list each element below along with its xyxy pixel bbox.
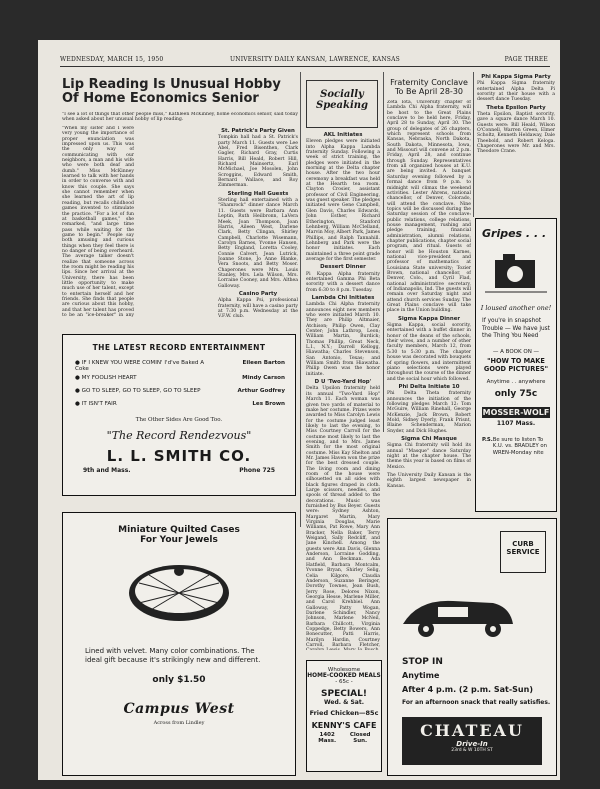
page-header [60, 56, 550, 67]
column-rule [383, 72, 384, 432]
conclave-headline-2: To Be April 28-30 [395, 87, 463, 96]
pks-heading: Phi Kappa Sigma Party [481, 74, 551, 80]
chateau-snack: For an afternoon snack that really satisfies. [402, 699, 551, 706]
record-song: ● IT ISN'T FAIR [75, 401, 117, 407]
kennys-info [311, 732, 377, 744]
record-song: ● IF I KNEW YOU WERE COMIN' I'd've Baked A Coke [75, 360, 205, 372]
newspaper-page [38, 40, 560, 780]
record-artist: Les Brown [252, 401, 285, 407]
sigma-chi-text: Sigma Chi fraternity will hold its annual "Masque" dance Saturday night at the chapter house. The theme this year is based on films of Mexico. [387, 443, 471, 470]
song-title: MY FOOLISH HEART [81, 375, 137, 381]
record-item [75, 360, 285, 375]
header-page-number: PAGE THREE [504, 56, 548, 63]
record-store-address: 9th and Mass. [83, 467, 131, 474]
campus-west-logo: Campus West [123, 701, 235, 717]
sterling-text: Sterling hall entertained with a "Shamrock" dinner dance March 11. Guests were Barbara Ann Leptin, Ruth Heilbronn, LaVera Meek, Joan Thompson, Joan Harris, Aileen West, Darlene Clark, Betty Clingan, Shirley Campbell, Charlotte Wisemann, Carolyn Barnes, Yvonne Hansen, Betty England, Loretta Cooley, Connie Calvert, Jean Lutrick, Joanne Stone, Jo Anne Blanke, Vera Snoots, and Betty Moser. Chaperones were Mrs. Louis Stanley, Mrs. Lela Wilson, Mrs. Lorraine Cooney, and Mrs. Althea Galloway. [218, 198, 298, 289]
curb-service-sign [500, 531, 546, 573]
kennys-line-3: - 65c - [335, 679, 353, 685]
record-ad [62, 334, 296, 496]
column-rule [473, 72, 474, 217]
society-notes-column [218, 126, 298, 326]
dessert-text: Pi Kappa Alpha fraternity entertained Gamma Phi Beta sorority with a dessert dance from 6:30 to 8 p.m. Tuesday. [306, 271, 380, 293]
casino-heading: Casino Party [238, 290, 278, 297]
pks-text: Phi Kappa Sigma fraternity entertained Alpha Delta Pi sorority at their house with a dessert dance Tuesday. [477, 81, 555, 103]
socially-speaking-box [306, 80, 378, 128]
record-artist: Eileen Barton [242, 360, 285, 366]
song-title: IF I KNEW YOU WERE COMIN' I'd've Baked A Coke [75, 360, 205, 372]
lipreading-headline [62, 78, 298, 106]
chateau-anytime: Anytime [402, 671, 440, 680]
kennys-line-1: Wholesome [327, 667, 361, 673]
kennys-address: 1402 Mass. [318, 732, 337, 744]
lipreading-lead: "I see a lot of things that other people miss," Kathleen McKinney, home economics senior, said today when asked about her unusual hobby of lip reading. [62, 112, 298, 123]
kennys-closed: Closed Sun. [349, 732, 371, 744]
record-store-name: L. L. SMITH CO. [106, 447, 252, 465]
quilted-price: only $1.50 [152, 675, 206, 685]
society-column [306, 130, 380, 650]
conclave-column [387, 100, 471, 510]
society-title-2: Speaking [315, 100, 369, 111]
column-rule [300, 72, 301, 527]
header-date: WEDNESDAY, MARCH 15, 1950 [60, 56, 164, 63]
campus-west-tagline: Across from Lindley [153, 720, 205, 726]
record-store-phone: Phone 725 [239, 467, 275, 474]
curb-line-1: CURB [512, 540, 534, 548]
car-illustration [398, 579, 518, 649]
headline-line: Lip Reading Is Unusual Hobby [62, 77, 281, 92]
pks-column [477, 72, 555, 212]
kennys-days: Wed. & Sat. [324, 699, 364, 706]
chateau-drivein: Drive-In [456, 740, 488, 748]
chateau-hours: After 4 p.m. (2 p.m. Sat-Sun) [402, 685, 533, 694]
akl-text: Eleven pledges were initiated into Alpha Kappa Lambda fraternity Sunday. Following a week of strict training, the pledges were initiated in the morning at the Delta chapter house. After the two hour ceremony a breakfast was held at the Hearth tea room. Clayton Crosier, assistant professor of Civil Engineering, was guest speaker. The pledges initiated were Gene Campbell, Glen Davis, Charles Edwards, John Esther, Richard Etherington, Stanford Lehnberg, William McClelland, Marvin Moy, Albert Park, James Phillips, and Ralph Tannahill. Lehnberg and Park were the honor initiates. Each maintained a three point grade average for the first semester. [306, 139, 380, 262]
record-item [75, 388, 285, 401]
conclave-headline [387, 78, 471, 96]
curb-line-2: SERVICE [506, 548, 540, 556]
ps-text: Be sure to listen To K.U. vs. BRADLEY on WREN-Monday nite [492, 436, 548, 456]
gripes-ad [475, 218, 557, 512]
song-title: IT ISN'T FAIR [81, 401, 117, 407]
gripes-line: If you're in snapshot [482, 318, 542, 324]
record-ad-title: THE LATEST RECORD ENTERTAINMENT [92, 343, 266, 352]
record-rendezvous: "The Record Rendezvous" [106, 429, 252, 442]
conclave-text: Zeta Iota, University chapter of Lambda Chi Alpha fraternity, will be host to the Great Plains conclave to be held here, Friday, April 28 to Sunday, April 30. The group of delegates of 26 chapters, which represent schools from Kansas, Nebraska, North Dakota, South Dakota, Minnesota, Iowa, and Missouri will convene at 2 p.m. Friday, April 28, and continue through Sunday. Representatives from all organized houses at K.U. are being invited. A banquet Saturday evening followed by a formal dance from 9 p.m. to midnight will climax the weekend activities. Lester Ahrens, national chancellor, of Denver, Colorado, will attend the conclave. Nine topics will be discussed during the Saturday session of the conclave: public relations, college relations, house management, rushing and pledge training, financial administration, alumni relations, chapter publications, chapter social program, and ritual. Guests of honor will be Houston Karnes, national vice-president and professor of mathematics at Louisiana State university; Tozier Brown, national chancellor, of Denver, Colo., and Cyril Flad, national administrative secretary, of Indianapolis, Ind. The guests will remain over Saturday night and attend church services Sunday. The Great Plains conclave will take place in the Union building. [387, 100, 471, 314]
book-title-line: "HOW TO MAKE [487, 356, 545, 365]
gripes-copy [482, 318, 552, 341]
header-paper-name: UNIVERSITY DAILY KANSAN, LAWRENCE, KANSAS [230, 56, 400, 63]
gripes-price: only 75c [494, 388, 538, 399]
kennys-name: KENNY'S CAFE [311, 721, 377, 730]
casino-text: Alpha Kappa Psi, professional fraternity, will have a casino party at 7:30 p.m. Wednesday at the V.F.W. club. [218, 298, 298, 320]
book-title-line: GOOD PICTURES" [483, 364, 549, 373]
mosser-wolf-logo: MOSSER-WOLF [482, 407, 550, 417]
gripes-book-title [476, 357, 556, 373]
record-song: ● GO TO SLEEP, GO TO SLEEP, GO TO SLEEP [75, 388, 201, 394]
lipreading-body-cont [138, 126, 214, 322]
quilted-title-2: For Your Jewels [140, 535, 218, 545]
gripes-anytime: Anytime . . anywhere [486, 378, 546, 385]
record-store-info [83, 467, 275, 474]
record-item [75, 401, 285, 414]
gripes-line: the Thing You Need [482, 333, 539, 339]
gripes-line: Trouble — We have just [482, 325, 550, 332]
sterling-heading: Sterling Hall Guests [227, 190, 289, 197]
mosser-wolf-address: 1107 Mass. [496, 419, 536, 427]
camera-illustration [481, 246, 551, 298]
theta-text: Theta Epsilon, Baptist sorority, gave a square dance March 10. Guests were: Bill Heald, Wilson O'Connell, Warren Green, Elmer Scholtz, Kenneth Heldaway, Dale Theebold, and Robert Keloga. Chaperones were Mr. and Mrs. Theodore Crane. [477, 112, 555, 155]
phi-delta-text: Phi Delta Theta fraternity announces the initiation of the following pledges March 12: Tom McGuire, William Rinehall, George McKenzie, Jack Brown, Robert Mold, Sidney Dyerly, Frank Prisnt, Blaine Schenderman, Marion Snyder, and Dick Hughes. [387, 391, 471, 434]
theta-heading: Theta Epsilon Party [486, 104, 546, 111]
sigma-kappa-text: Sigma Kappa, social sorority, entertained with a buffet dinner in honor of the deans of the schools, their wives, and a number of other faculty members, March 12, from 5:30 to 5:30 p.m. The chapter house was decorated with bouquets of spring flowers, and intermittent piano selections were played throughout the course of the dinner and the social hour which followed. [387, 323, 471, 382]
conclave-headline-1: Fraternity Conclave [390, 78, 468, 87]
gripes-book-tag: — A BOOK ON — [492, 348, 540, 355]
society-title-1: Socially [320, 89, 364, 100]
dessert-heading: Dessert Dinner [320, 264, 366, 271]
party-given-text: Tompkin hall had a St. Patrick's party March 11. Guests were Lee Abel, Fred Bisenthen, Clark Gagler, Richard Gray, Curtis Harris, Bill Heald, Robert Hill, Richard Mainsertz, Earl McMichael, Joe Mosolen, John Scroggins, Edward Smith, Bernard Wallace, and Roy Zimmerman. [218, 135, 298, 189]
lambda-text: Lambda Chi Alpha fraternity announces eight new members who were initiated March 10. They are Philip Altmaier, Atchison; Philip Owen, Clay Center; John Lathrop, Leon; William Martin, Burdick; Thomas Phillip, Great Neck, L.I., N.Y.; Darrell Kellogg, Hiawatha; Charles Stevenson, San Antonio, Texas; and William Smith from Hiawatha. Philip Owen was the honor initiate. [306, 302, 380, 377]
record-others: The Other Sides Are Good Too. [135, 417, 223, 423]
gripes-ps [482, 437, 552, 457]
chateau-address: 23rd & W 10TH ST [451, 748, 493, 753]
record-artist: Arthur Godfrey [237, 388, 285, 394]
quilted-body: Lined with velvet. Many color combinations. The ideal gift because it's strikingly new and different. [85, 647, 261, 664]
lambda-heading: Lambda Chi Initiates [311, 294, 375, 301]
phi-delta-heading: Phi Delta Initiate 10 [398, 383, 460, 390]
twoyard-text: Delta Upsilon fraternity held its annual "Two-Yard Hop" March 11. Each woman was given two yards of material to make her costume. Prizes were awarded to Miss Carolyn Lewis for the costume judged least likely to last the evening, to Miss Courtney Carroll for the costume most likely to last the evening, and to Mrs. James Smith for the most original costume. Miss Kay Shelton and Mr. James Haven won the prize for the best dressed couple. The living room and dining room of the house were silhouetted on all sides with black figures draped in cloth. Large scissors, needles, and spools of thread added to the decorations. Music was furnished by Bus Beyer. Guests were: Sydney Ashton, Margaret Martin, Mary Virginia Douglas, Marie Williams, Pat Rowe, Mary Ann Bracker, Nella Baker, Terry Weigand, Sally Redcliff, and Jane Kinchell. Among the guests were Ann Davis, Glenna Anderson, Lorraine Godding, and Ann Beckman. Ada Hatfield, Barbara Montcalm, Yvonne Bryan, Shirley Selig, Celia Kilgore, Claudia Anderson, Suzanne Beringer, Dorothy Townes, Jean Bush, Jerry Rose, Delores Nixon, Georgia Hesse, Marlene Miller, and Carol Krehbiel. Ann Galloway, Patty Wogan, Darlene Schindler, Nancy Johnson, Marlene McNeil, Barbara Chillcott, Virginia Coppedge, Betty Bowers, Ann Bonecutter, Patti Harris, Marilyn Hardin, Courtney Carroll, Barbara Fletcher, [306, 386, 380, 648]
sigma-chi-heading: Sigma Chi Masque [401, 435, 457, 442]
record-artist: Mindy Carson [242, 375, 285, 381]
gripes-script: I loused another one! [480, 304, 552, 312]
kennys-chicken: Fried Chicken—85c [309, 709, 379, 717]
ps-label: P.S. [482, 436, 493, 443]
quilted-title-1: Miniature Quilted Cases [118, 525, 240, 535]
record-song: ● MY FOOLISH HEART [75, 375, 137, 381]
kennys-line-2: HOME-COOKED MEALS [307, 673, 381, 679]
akl-heading: AKL Initiates [323, 132, 363, 138]
chateau-name: CHATEAU [420, 721, 524, 740]
jewel-case-illustration [119, 553, 239, 633]
kennys-cafe-ad [306, 660, 382, 772]
twoyard-heading: D U 'Two-Yard Hop' [314, 379, 372, 386]
quilted-cases-ad [62, 512, 296, 776]
kennys-special: SPECIAL! [321, 689, 367, 699]
sigma-kappa-heading: Sigma Kappa Dinner [397, 315, 461, 322]
chateau-sign [402, 717, 542, 765]
record-item [75, 375, 285, 388]
lipreading-body: "When my sister and I were very young the importance of proper enunciation was impressed upon us. This was the only way of communicating with our neighbors, a man and his wife who were both deaf and dumb." Miss McKinney learned to talk with her hands in order to converse with and know this couple. She says she cannot remember when she learned the art of lip reading, but recalls childhood games invented to stimulate the practice. "For a lot of fun at basketball games," she remarked, "and large time pass while waiting for the game to begin." People say both amusing and curious things when they feel there is no danger of being overheard. The average talker doesn't realize that someone across the room might be reading his lips. Since her arrival at the University, there has been little opportunity to make much use of her talent, except to entertain herself and her friends. She finds that people are curious about this hobby, and that her talent has proved to be an "ice-breaker" in any [62, 126, 134, 319]
record-list [75, 360, 285, 414]
song-title: GO TO SLEEP, GO TO SLEEP, GO TO SLEEP [81, 388, 201, 394]
party-given-heading: St. Patrick's Party Given [221, 128, 295, 134]
kansan-note: The University Daily Kansan is the eighth largest newspaper in Kansas. [387, 473, 471, 489]
gripes-title: Gripes . . . [482, 227, 547, 240]
headline-line: Of Home Economics Senior [62, 91, 259, 106]
chateau-ad [387, 518, 557, 776]
chateau-stop-in: STOP IN [402, 657, 443, 667]
